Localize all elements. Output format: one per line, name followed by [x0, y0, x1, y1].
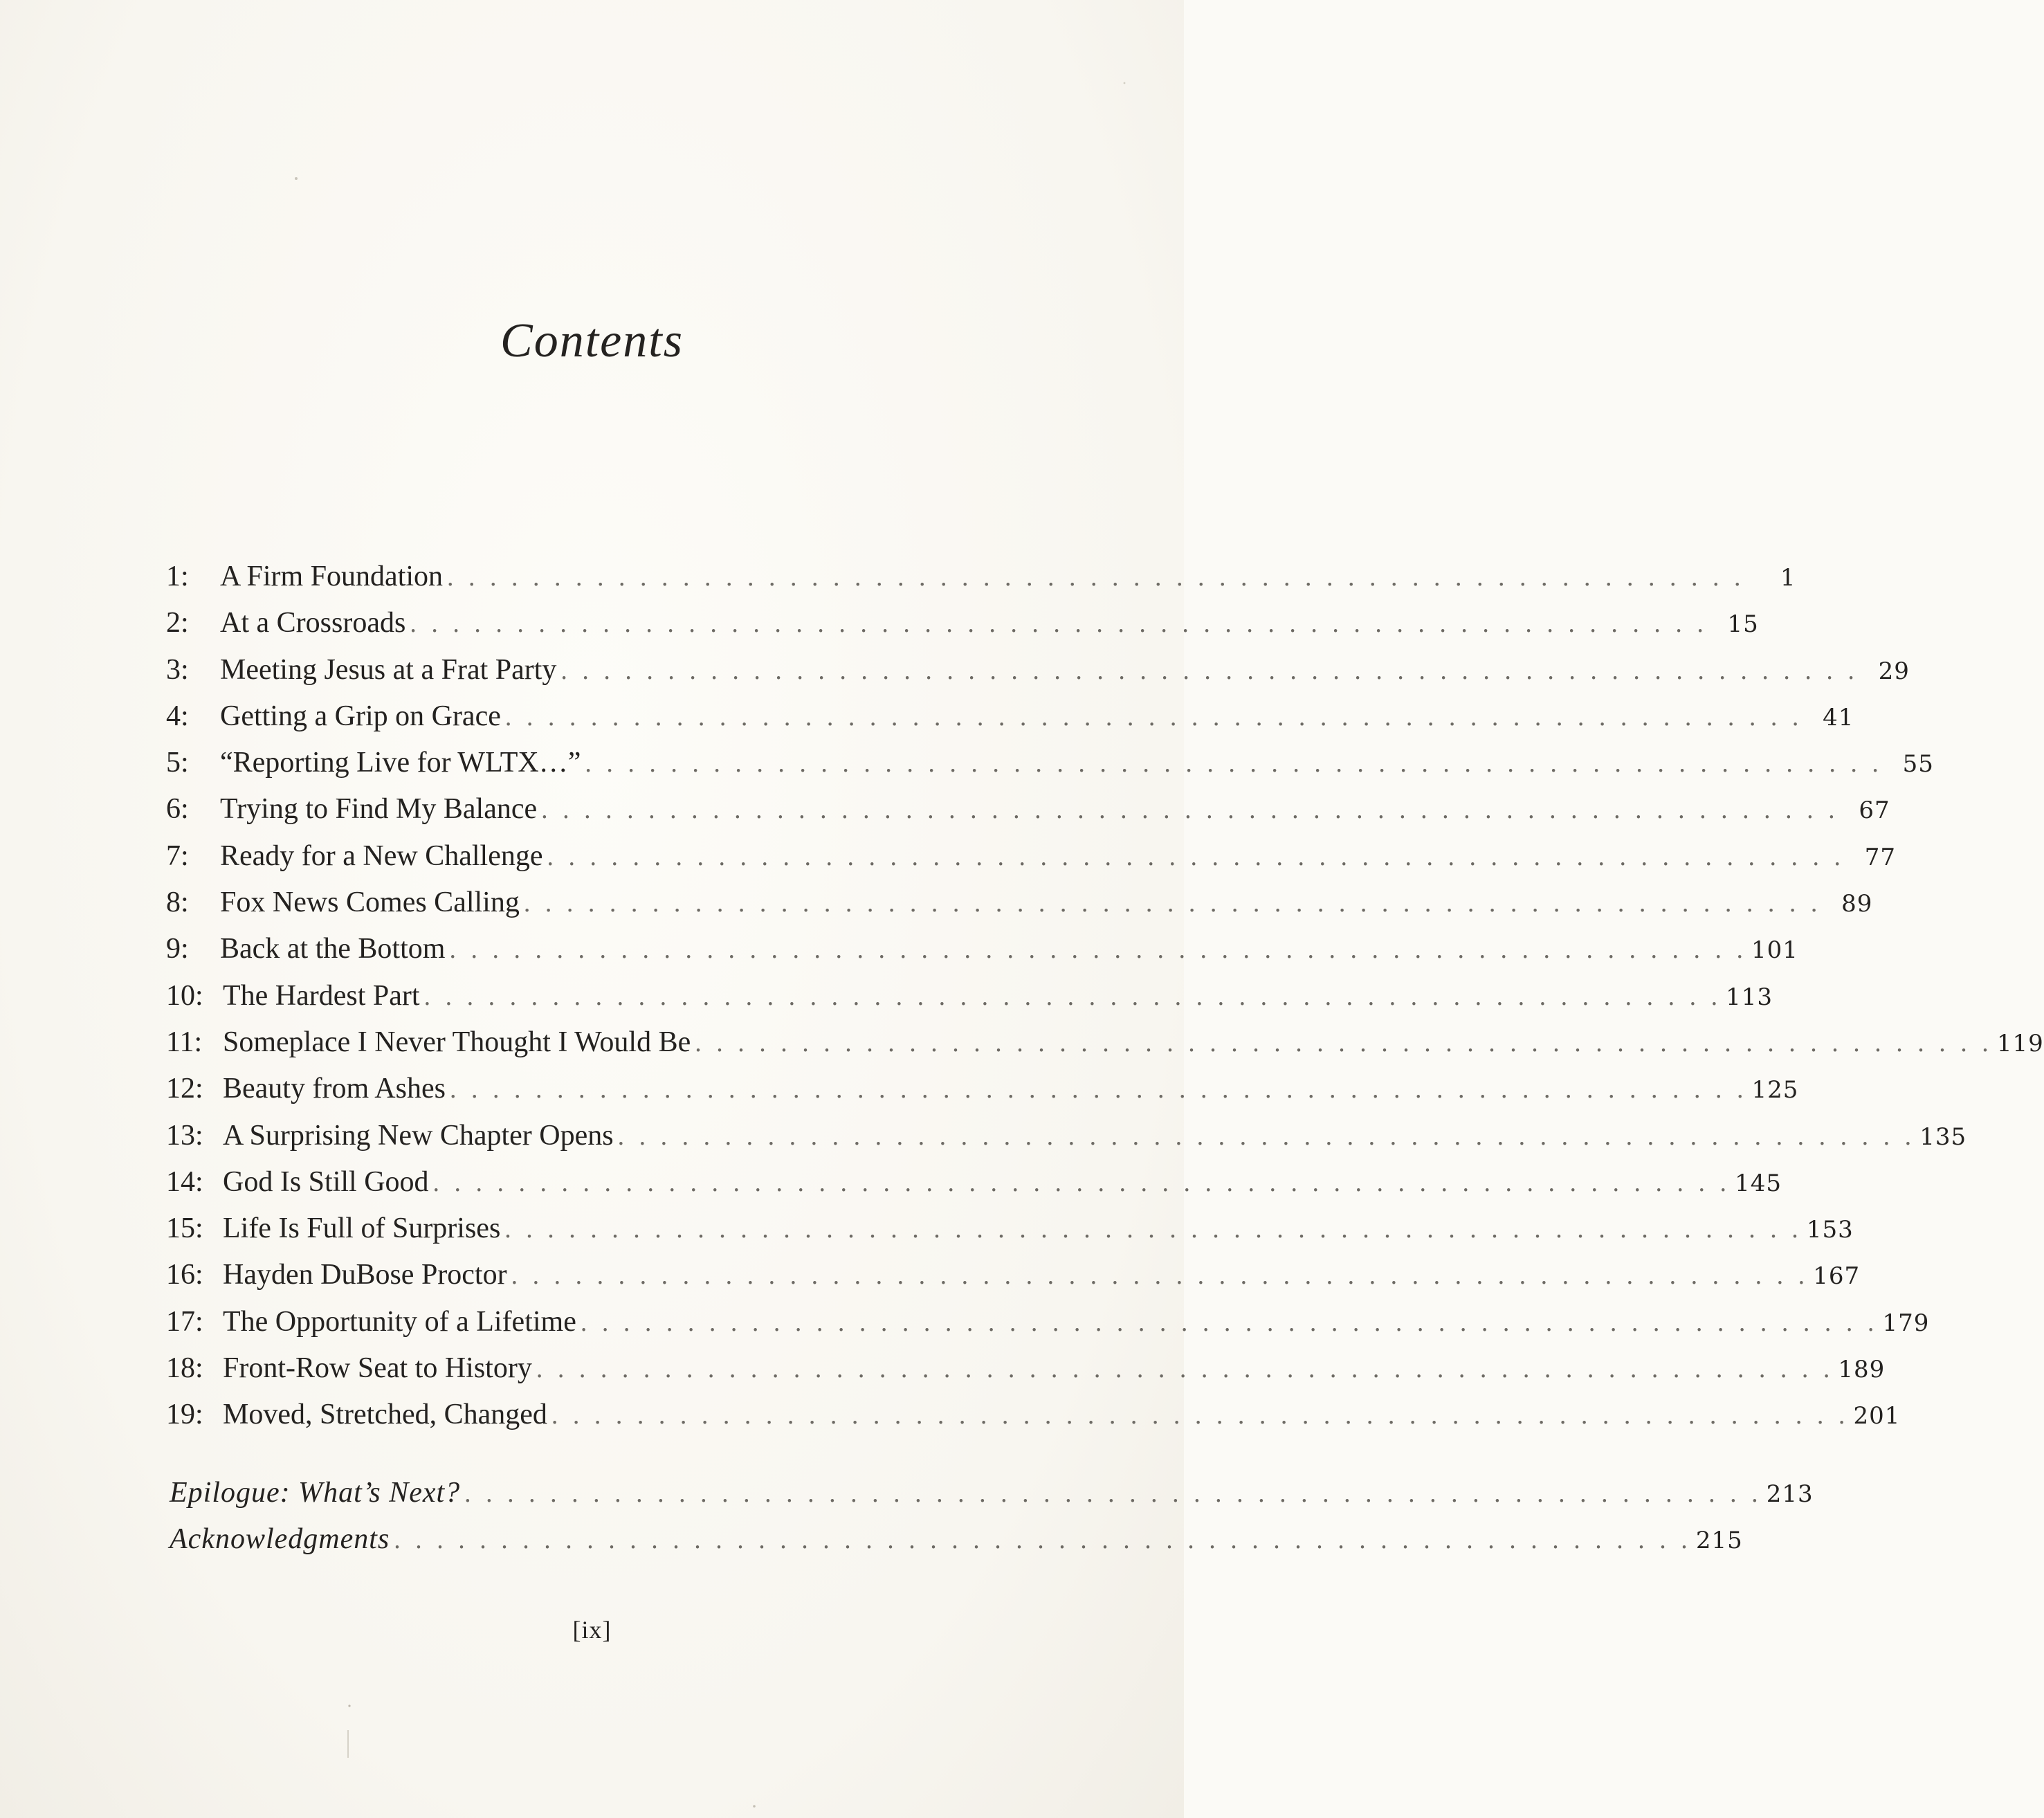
chapter-title: Trying to Find My Balance: [220, 793, 538, 826]
page-folio: [ix]: [572, 1616, 612, 1644]
dot-leader: . . . . . . . . . . . . . . . . . . . . . . . . . . . . . . . . . . . . . . . . . . . . . . . . . . . . . . . . . . . . .: [432, 1167, 1731, 1197]
chapter-page-number: 1: [1780, 564, 1796, 592]
chapter-number: 14:: [166, 1165, 203, 1198]
chapter-number: 10:: [166, 979, 203, 1012]
chapter-number: 8:: [166, 887, 189, 919]
dot-leader: . . . . . . . . . . . . . . . . . . . . . . . . . . . . . . . . . . . . . . . . . . . . . . . . . . . . . . . . . . . . .: [695, 1028, 1993, 1057]
dot-leader: . . . . . . . . . . . . . . . . . . . . . . . . . . . . . . . . . . . . . . . . . . . . . . . . . . . . . . . . . . . . .: [551, 1401, 1850, 1430]
dot-leader: . . . . . . . . . . . . . . . . . . . . . . . . . . . . . . . . . . . . . . . . . . . . . . . . . . . . . . . . . . . . .: [560, 655, 1859, 685]
chapter-title: The Hardest Part: [223, 979, 420, 1012]
dot-leader: . . . . . . . . . . . . . . . . . . . . . . . . . . . . . . . . . . . . . . . . . . . . . . . . . . . . . . . . . . . . .: [536, 1354, 1834, 1384]
dot-leader: . . . . . . . . . . . . . . . . . . . . . . . . . . . . . . . . . . . . . . . . . . . . . . . . . . . . . . . . . . . . .: [541, 795, 1839, 825]
dot-leader: . . . . . . . . . . . . . . . . . . . . . . . . . . . . . . . . . . . . . . . . . . . . . . . . . . . . . . . . . . . . .: [447, 563, 1745, 592]
chapter-number: 5:: [166, 747, 189, 779]
chapter-title: The Opportunity of a Lifetime: [223, 1305, 576, 1338]
dot-leader: . . . . . . . . . . . . . . . . . . . . . . . . . . . . . . . . . . . . . . . . . . . . . . . . . . . . . . . . . . . . .: [580, 1307, 1879, 1337]
chapter-title: Moved, Stretched, Changed: [223, 1399, 547, 1431]
dot-leader: . . . . . . . . . . . . . . . . . . . . . . . . . . . . . . . . . . . . . . . . . . . . . . . . . . . . . . . . . . . . .: [410, 609, 1708, 639]
dot-leader: . . . . . . . . . . . . . . . . . . . . . . . . . . . . . . . . . . . . . . . . . . . . . . . . . . . . . . . . . . . . .: [511, 1261, 1809, 1291]
chapter-page-number: 101: [1751, 936, 1798, 965]
chapter-page-number: 179: [1882, 1309, 1930, 1337]
chapter-page-number: 167: [1813, 1262, 1861, 1291]
chapter-title: Fox News Comes Calling: [220, 887, 520, 919]
chapter-title: Beauty from Ashes: [223, 1073, 446, 1105]
chapter-title: Hayden DuBose Proctor: [223, 1259, 507, 1291]
chapter-title: Meeting Jesus at a Frat Party: [220, 653, 557, 686]
chapter-page-number: 89: [1841, 890, 1873, 918]
back-matter-title: Epilogue: What’s Next?: [170, 1477, 461, 1509]
chapter-title: Front-Row Seat to History: [223, 1352, 532, 1385]
back-matter-title: Acknowledgments: [170, 1523, 390, 1556]
chapter-title: Ready for a New Challenge: [220, 839, 543, 872]
chapter-page-number: 153: [1806, 1216, 1854, 1244]
dot-leader: . . . . . . . . . . . . . . . . . . . . . . . . . . . . . . . . . . . . . . . . . . . . . . . . . . . . . . . . . . . . .: [585, 749, 1883, 779]
chapter-title: “Reporting Live for WLTX…”: [220, 747, 581, 779]
chapter-page-number: 29: [1878, 657, 1910, 685]
chapter-title: Someplace I Never Thought I Would Be: [223, 1026, 691, 1058]
chapter-number: 4:: [166, 700, 189, 732]
chapter-title: A Surprising New Chapter Opens: [223, 1119, 614, 1152]
dot-leader: . . . . . . . . . . . . . . . . . . . . . . . . . . . . . . . . . . . . . . . . . . . . . . . . . . . . . . . . . . . . .: [504, 1215, 1803, 1244]
chapter-number: 12:: [166, 1073, 203, 1105]
chapter-number: 18:: [166, 1352, 203, 1385]
chapter-page-number: 113: [1726, 983, 1773, 1011]
chapter-number: 3:: [166, 653, 189, 686]
chapter-page-number: 55: [1902, 750, 1934, 779]
chapter-page-number: 201: [1853, 1402, 1901, 1430]
chapter-title: A Firm Foundation: [220, 561, 444, 592]
chapter-number: 7:: [166, 839, 189, 872]
dot-leader: . . . . . . . . . . . . . . . . . . . . . . . . . . . . . . . . . . . . . . . . . . . . . . . . . . . . . . . . . . . . .: [394, 1525, 1692, 1555]
chapter-page-number: 77: [1864, 843, 1896, 871]
chapter-title: Getting a Grip on Grace: [220, 700, 501, 732]
chapter-page-number: 15: [1727, 610, 1759, 639]
chapter-page-number: 119: [1996, 1029, 2044, 1057]
chapter-page-number: 125: [1751, 1076, 1799, 1105]
chapter-title: Life Is Full of Surprises: [223, 1212, 501, 1245]
chapter-number: 19:: [166, 1399, 203, 1431]
back-matter-page-number: 215: [1695, 1527, 1743, 1555]
chapter-number: 16:: [166, 1259, 203, 1291]
dot-leader: . . . . . . . . . . . . . . . . . . . . . . . . . . . . . . . . . . . . . . . . . . . . . . . . . . . . . . . . . . . . .: [449, 935, 1747, 965]
chapter-number: 11:: [166, 1026, 203, 1058]
back-matter-page-number: 213: [1766, 1480, 1814, 1508]
chapter-number: 9:: [166, 933, 189, 965]
chapter-page-number: 189: [1838, 1356, 1886, 1384]
chapter-number: 2:: [166, 607, 189, 639]
dot-leader: . . . . . . . . . . . . . . . . . . . . . . . . . . . . . . . . . . . . . . . . . . . . . . . . . . . . . . . . . . . . .: [523, 889, 1822, 918]
chapter-page-number: 67: [1859, 797, 1890, 825]
chapter-number: 13:: [166, 1119, 203, 1152]
chapter-page-number: 145: [1735, 1169, 1782, 1197]
dot-leader: . . . . . . . . . . . . . . . . . . . . . . . . . . . . . . . . . . . . . . . . . . . . . . . . . . . . . . . . . . . . .: [617, 1121, 1916, 1151]
chapter-title: God Is Still Good: [223, 1165, 429, 1198]
dot-leader: . . . . . . . . . . . . . . . . . . . . . . . . . . . . . . . . . . . . . . . . . . . . . . . . . . . . . . . . . . . . .: [547, 842, 1845, 871]
chapter-page-number: 135: [1919, 1122, 1967, 1151]
chapter-number: 1:: [166, 561, 189, 592]
dot-leader: . . . . . . . . . . . . . . . . . . . . . . . . . . . . . . . . . . . . . . . . . . . . . . . . . . . . . . . . . . . . .: [449, 1075, 1748, 1105]
chapter-title: At a Crossroads: [220, 607, 406, 639]
chapter-page-number: 41: [1823, 703, 1854, 731]
chapter-number: 15:: [166, 1212, 203, 1245]
page-title: Contents: [500, 314, 684, 367]
chapter-title: Back at the Bottom: [220, 933, 446, 965]
chapter-number: 6:: [166, 793, 189, 826]
dot-leader: . . . . . . . . . . . . . . . . . . . . . . . . . . . . . . . . . . . . . . . . . . . . . . . . . . . . . . . . . . . . .: [423, 981, 1722, 1011]
dot-leader: . . . . . . . . . . . . . . . . . . . . . . . . . . . . . . . . . . . . . . . . . . . . . . . . . . . . . . . . . . . . .: [464, 1479, 1762, 1508]
chapter-number: 17:: [166, 1305, 203, 1338]
dot-leader: . . . . . . . . . . . . . . . . . . . . . . . . . . . . . . . . . . . . . . . . . . . . . . . . . . . . . . . . . . . . .: [504, 702, 1803, 731]
